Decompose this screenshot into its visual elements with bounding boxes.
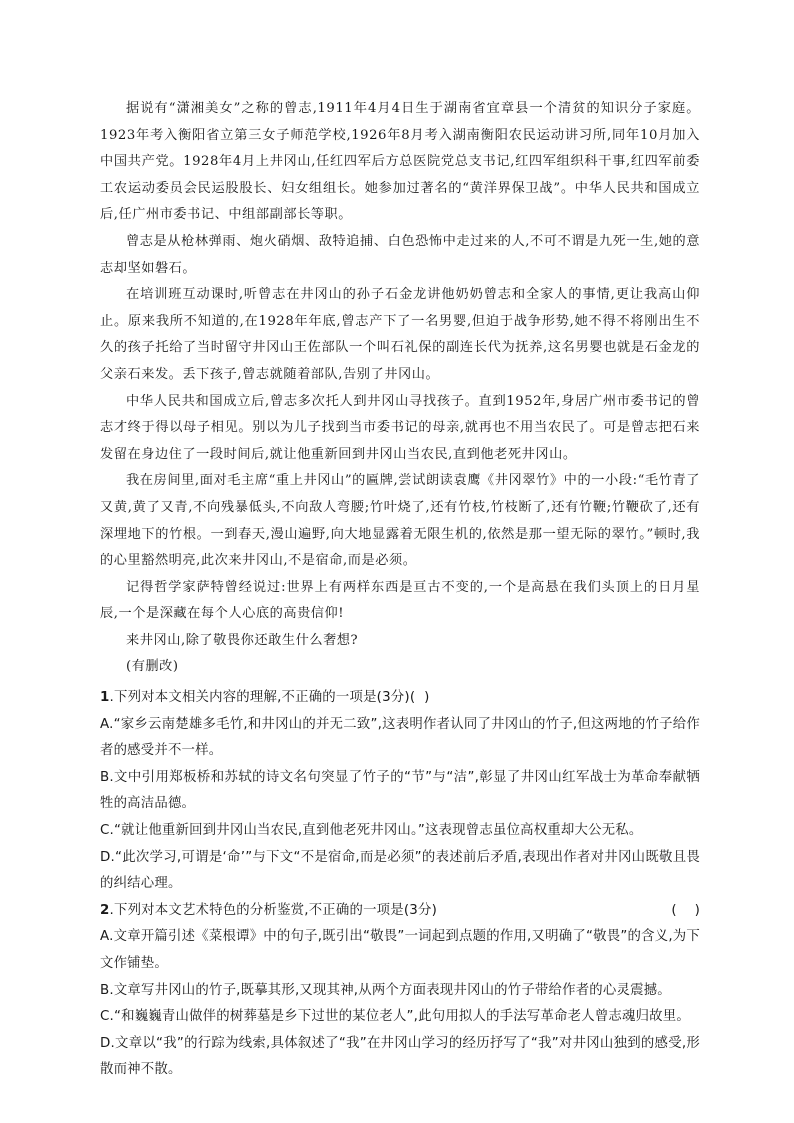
option-d: D.“此次学习,可谓是‘命’”与下文“不是宿命,而是必须”的表述前后矛盾,表现出作者对井冈山既敬且畏的纠结心理。 (100, 849, 700, 892)
passage-paragraph: 在培训班互动课时,听曾志在井冈山的孙子石金龙讲他奶奶曾志和全家人的事情,更让我高山仰止。原来我所不知道的,在1928年年底,曾志产下了一名男婴,但迫于战争形势,她不得不将刚出生不久的孩子托给了当时留守井冈山王佐部队一个叫石礼保的副连长代为抚养,这名男婴也就是石金龙的父亲石来发。丢下孩子,曾志就随着部队,告别了井冈山。 (100, 287, 700, 382)
option-b: B.文章写井冈山的竹子,既摹其形,又现其神,从两个方面表现井冈山的竹子带给作者的心灵震撼。 (100, 982, 671, 998)
passage-paragraph: 记得哲学家萨特曾经说过:世界上有两样东西是亘古不变的,一个是高悬在我们头顶上的日月星辰,一个是深藏在每个人心底的高贵信仰! (100, 579, 700, 622)
answer-blank[interactable]: ( ) (671, 902, 700, 918)
passage-paragraph: 来井冈山,除了敬畏你还敢生什么奢想? (126, 632, 359, 648)
reading-passage (100, 96, 700, 681)
option-a: A.“家乡云南楚雄多毛竹,和井冈山的并无二致”,这表明作者认同了井冈山的竹子,但这两地的竹子给作者的感受并不一样。 (100, 716, 700, 759)
question-list (100, 685, 700, 1084)
passage-paragraph: 曾志是从枪林弹雨、炮火硝烟、敌特追捕、白色恐怖中走过来的人,不可不谓是九死一生,她的意志却坚如磐石。 (100, 233, 700, 276)
question-1 (100, 685, 700, 898)
question-text (100, 898, 437, 925)
source-note: (有删改) (126, 659, 179, 675)
option-c: C.“就让他重新回到井冈山当农民,直到他老死井冈山。”这表现曾志虽位高权重却大公无私。 (100, 823, 643, 839)
question-prompt: .下列对本文相关内容的理解,不正确的一项是(3分)( (109, 690, 416, 706)
question-text (100, 685, 430, 712)
passage-paragraph: 中华人民共和国成立后,曾志多次托人到井冈山寻找孩子。直到1952年,身居广州市委书记的曾志才终于得以母子相见。别以为儿子找到当市委书记的母亲,就再也不用当农民了。可是曾志把石来发留在身边住了一段时间后,就让他重新回到井冈山当农民,直到他老死井冈山。 (100, 393, 700, 462)
passage-paragraph: 据说有“潇湘美女”之称的曾志,1911年4月4日生于湖南省宜章县一个清贫的知识分子家庭。1923年考入衡阳省立第三女子师范学校,1926年8月考入湖南衡阳农民运动讲习所,同年10月加入中国共产党。1928年4月上井冈山,任红四军后方总医院党总支书记,红四军组织科干事,红四军前委工农运动委员会民运股股长、妇女组组长。她参加过著名的“黄洋界保卫战”。中华人民共和国成立后,任广州市委书记、中组部副部长等职。 (100, 101, 700, 223)
question-2 (100, 898, 700, 1084)
question-stem (100, 685, 700, 712)
question-prompt: .下列对本文艺术特色的分析鉴赏,不正确的一项是(3分) (109, 902, 438, 918)
question-stem (100, 898, 700, 925)
question-number: 2 (100, 902, 110, 918)
option-a: A.文章开篇引述《菜根谭》中的句子,既引出“敬畏”一词起到点题的作用,又明确了“敬畏”的含义,为下文作铺垫。 (100, 929, 700, 971)
option-b: B.文中引用郑板桥和苏轼的诗文名句突显了竹子的“节”与“洁”,彰显了井冈山红军战士为革命奉献牺牲的高洁品德。 (100, 769, 700, 812)
document-page (100, 96, 700, 1084)
answer-blank[interactable]: ) (415, 690, 430, 706)
passage-paragraph: 我在房间里,面对毛主席“重上井冈山”的匾牌,尝试朗读袁鹰《井冈翠竹》中的一小段:“毛竹青了又黄,黄了又青,不向残暴低头,不向敌人弯腰;竹叶烧了,还有竹枝,竹枝断了,还有竹鞭;竹鞭砍了,还有深埋地下的竹根。一到春天,漫山遍野,向大地显露着无限生机的,依然是那一望无际的翠竹。”顿时,我的心里豁然明亮,此次来井冈山,不是宿命,而是必须。 (100, 473, 700, 569)
question-number: 1 (100, 690, 110, 706)
option-c: C.“和巍巍青山做伴的树葬墓是乡下过世的某位老人”,此句用拟人的手法写革命老人曾志魂归故里。 (100, 1009, 690, 1025)
option-d: D.文章以“我”的行踪为线索,具体叙述了“我”在井冈山学习的经历抒写了“我”对井冈山独到的感受,形散而神不散。 (100, 1035, 700, 1078)
